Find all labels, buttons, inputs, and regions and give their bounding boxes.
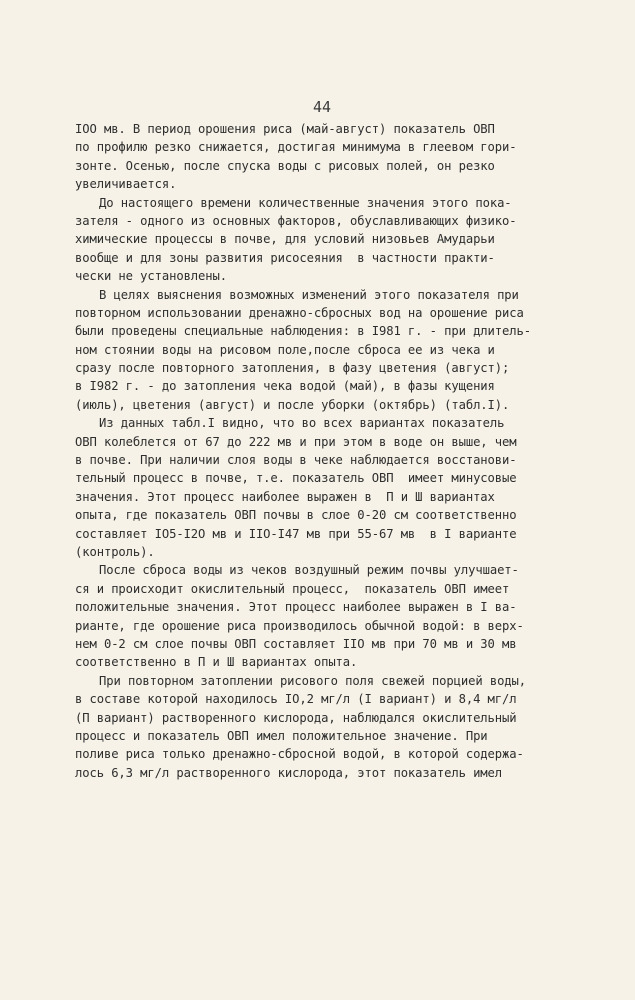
text-line: ОВП колеблется от 67 до 222 мв и при этом в воде он выше, чем (75, 434, 517, 449)
text-line: вообще и для зоны развития рисосеяния в частности практи- (75, 250, 495, 265)
text-line: После сброса воды из чеков воздушный режим почвы улучшает- (99, 563, 519, 578)
text-line: значения. Этот процесс наиболее выражен в П и Ш вариантах (75, 489, 495, 504)
text-line: В целях выяснения возможных изменений этого показателя при (99, 287, 519, 302)
text-line: по профилю резко снижается, достигая минимума в глеевом гори- (75, 140, 517, 155)
text-line: IOO мв. В период орошения риса (май-август) показатель ОВП (75, 122, 495, 136)
text-line: (июль), цветения (август) и после уборки (октябрь) (табл.I). (75, 397, 510, 412)
text-line: нем 0-2 см слое почвы ОВП составляет IIO мв при 70 мв и 30 мв (75, 636, 517, 651)
text-line: в I982 г. - до затопления чека водой (май), в фазы кущения (75, 379, 495, 394)
body-text (75, 120, 575, 782)
text-line: в составе которой находилось IO,2 мг/л (I вариант) и 8,4 мг/л (75, 692, 517, 707)
text-line: При повторном затоплении рисового поля свежей порцией воды, (99, 673, 527, 688)
text-line: тельный процесс в почве, т.е. показатель ОВП имеет минусовые (75, 471, 517, 486)
text-line: процесс и показатель ОВП имел положительное значение. При (75, 728, 488, 743)
text-line: зателя - одного из основных факторов, обуславливающих физико- (75, 213, 517, 228)
text-line: поливе риса только дренажно-сбросной водой, в которой содержа- (75, 747, 524, 762)
text-line: (контроль). (75, 544, 155, 559)
text-line: положительные значения. Этот процесс наиболее выражен в I ва- (75, 600, 517, 615)
text-line: составляет IO5-I2O мв и IIO-I47 мв при 55-67 мв в I варианте (75, 526, 517, 541)
text-line: До настоящего времени количественные значения этого пока- (99, 195, 512, 210)
text-line: Из данных табл.I видно, что во всех вариантах показатель (99, 416, 505, 431)
text-line: лось 6,3 мг/л растворенного кислорода, этот показатель имел (75, 765, 503, 780)
page-number: 44 (313, 98, 332, 116)
text-line: рианте, где орошение риса производилось обычной водой: в верх- (75, 618, 524, 633)
text-line: в почве. При наличии слоя воды в чеке наблюдается восстанови- (75, 453, 517, 468)
text-line: (П вариант) растворенного кислорода, наблюдался окислительный (75, 710, 517, 725)
text-line: ся и происходит окислительный процесс, показатель ОВП имеет (75, 581, 510, 596)
text-line: опыта, где показатель ОВП почвы в слое 0-20 см соответственно (75, 508, 517, 523)
text-line: чески не установлены. (75, 269, 227, 284)
text-line: соответственно в П и Ш вариантах опыта. (75, 655, 358, 670)
text-line: были проведены специальные наблюдения: в I981 г. - при длитель- (75, 324, 531, 339)
text-line: повторном использовании дренажно-сбросных вод на орошение риса (75, 305, 524, 320)
text-line: химические процессы в почве, для условий низовьев Амударьи (75, 232, 495, 247)
text-line: сразу после повторного затопления, в фазу цветения (август); (75, 361, 510, 376)
text-line: зонте. Осенью, после спуска воды с рисовых полей, он резко (75, 158, 495, 173)
text-line: увеличивается. (75, 177, 177, 192)
text-line: ном стоянии воды на рисовом поле,после сброса ее из чека и (75, 342, 495, 357)
